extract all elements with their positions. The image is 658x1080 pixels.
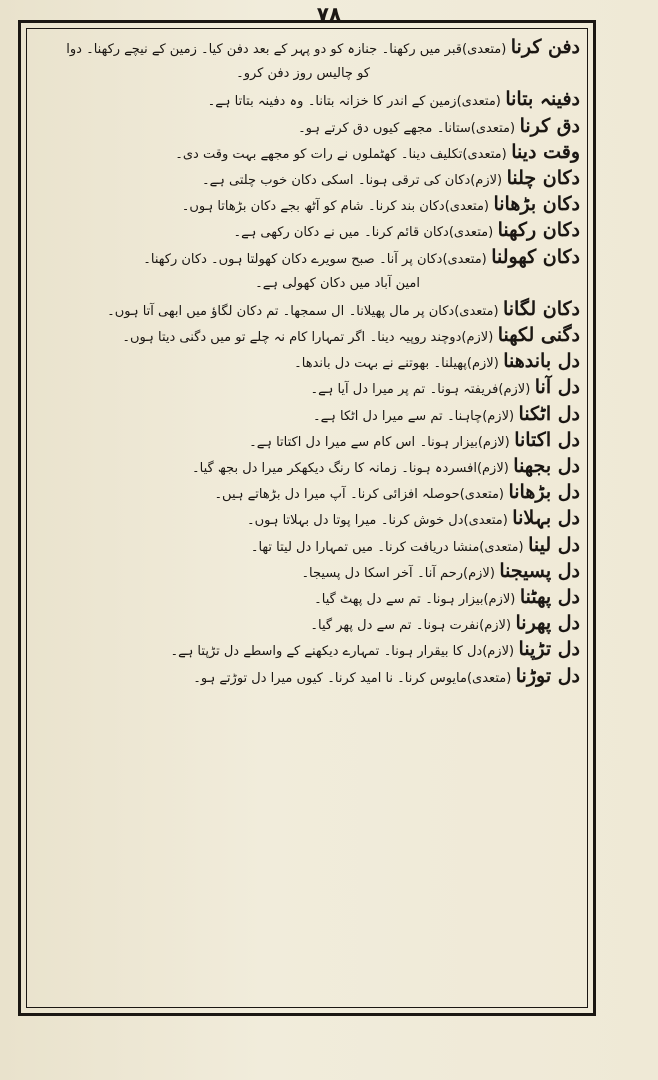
grammar-tag: (لازم): [477, 434, 510, 450]
list-item: [34, 296, 580, 322]
headword: دل آنا: [534, 376, 580, 399]
headword: دکان چلنا: [506, 166, 580, 189]
entries-list: [34, 34, 580, 1002]
gloss: بیزار ہونا۔: [419, 434, 478, 450]
example: صبح سویرے دکان کھولتا ہوں۔ دکان رکھنا۔: [143, 251, 375, 267]
example: کیوں میرا دل توڑتے ہو۔: [193, 670, 323, 686]
list-item: [34, 34, 580, 60]
list-item: [34, 610, 580, 636]
headword: دل اکتانا: [514, 428, 580, 451]
headword: دکان لگانا: [502, 297, 580, 320]
gloss: افسردہ ہونا۔: [401, 461, 477, 476]
grammar-tag: (لازم): [463, 565, 495, 581]
headword: دل پھرنا: [515, 612, 580, 635]
headword: دگنی لکھنا: [497, 324, 580, 347]
list-item: [34, 165, 580, 191]
list-item: [34, 505, 580, 531]
example: زمانہ کا رنگ دیکھکر میرا دل بجھ گیا۔: [192, 461, 397, 476]
grammar-tag: (متعدی): [454, 303, 499, 319]
example: تم سے دل پھٹ گیا۔: [314, 591, 421, 607]
grammar-tag: (لازم): [461, 330, 494, 346]
headword: دفن کرنا: [510, 36, 580, 58]
grammar-tag: (لازم): [483, 591, 516, 607]
grammar-tag: (لازم): [482, 644, 515, 660]
headword: دق کرنا: [519, 114, 580, 137]
grammar-tag: (لازم): [470, 172, 503, 188]
list-item: [34, 584, 580, 610]
gloss: مایوس کرنا۔ نا امید کرنا۔: [327, 670, 467, 686]
example: ال سمجھا۔ تم دکان لگاؤ میں ابھی آتا ہوں۔: [107, 303, 345, 319]
gloss: دکان بند کرنا۔: [368, 199, 445, 215]
gloss: دوچند روپیہ دینا۔: [369, 330, 462, 346]
gloss: دل کا بیقرار ہونا۔: [383, 644, 483, 660]
headword: دل اٹکنا: [518, 402, 580, 425]
grammar-tag: (متعدی): [470, 120, 516, 136]
example: اس کام سے میرا دل اکتاتا ہے۔: [249, 434, 416, 450]
headword: دکان کھولنا: [491, 245, 580, 268]
grammar-tag: (متعدی): [459, 487, 504, 503]
gloss: چاہنا۔: [447, 408, 483, 424]
list-item: [34, 60, 580, 86]
page-number: ۷۸: [316, 2, 342, 26]
list-item: [34, 86, 580, 112]
gloss: دکان پر مال پھیلانا۔: [348, 303, 455, 319]
headword: دل بڑھانا: [508, 481, 580, 504]
gloss: دکان قائم کرنا۔: [364, 225, 449, 241]
example: وہ دفینہ بتاتا ہے۔: [207, 94, 304, 110]
example: تم پر میرا دل آیا ہے۔: [310, 382, 426, 398]
example: مجھے کیوں دق کرتے ہو۔: [298, 120, 433, 136]
list-item: [34, 270, 580, 296]
headword: دل بہلانا: [512, 507, 580, 530]
grammar-tag: (لازم): [476, 461, 509, 476]
example: کو چالیس روز دفن کرو۔: [236, 66, 370, 82]
gloss: بیزار ہونا۔: [425, 591, 484, 607]
headword: دل تڑپنا: [518, 638, 580, 661]
example: تم سے دل پھر گیا۔: [310, 618, 412, 634]
grammar-tag: (متعدی): [462, 146, 507, 162]
grammar-tag: (متعدی): [442, 251, 487, 267]
headword: دل توڑنا: [515, 664, 580, 687]
headword: دل پھٹنا: [519, 585, 580, 608]
list-item: [34, 479, 580, 505]
list-item: [34, 191, 580, 217]
list-item: [34, 348, 580, 374]
gloss: پھیلنا۔: [433, 356, 467, 372]
grammar-tag: (متعدی): [448, 225, 494, 241]
headword: دکان بڑھانا: [493, 193, 580, 216]
gloss: فریفتہ ہونا۔: [429, 382, 499, 398]
list-item: [34, 427, 580, 453]
headword: دل لینا: [528, 533, 580, 556]
gloss: زمین کے اندر کا خزانہ بتانا۔: [307, 94, 457, 110]
gloss: تکلیف دینا۔: [400, 146, 463, 162]
headword: دل باندھنا: [503, 350, 580, 373]
grammar-tag: (لازم): [479, 618, 512, 634]
list-item: [34, 244, 580, 270]
gloss: نفرت ہونا۔: [415, 618, 480, 634]
list-item: [34, 401, 580, 427]
example: امین آباد میں دکان کھولی ہے۔: [255, 275, 420, 291]
list-item: [34, 453, 580, 479]
gloss: رحم آنا۔: [417, 565, 464, 581]
example: شام کو آٹھ بجے دکان بڑھاتا ہوں۔: [181, 199, 364, 215]
grammar-tag: (متعدی): [462, 42, 507, 57]
list-item: [34, 374, 580, 400]
gloss: دکان پر آنا۔: [379, 251, 443, 267]
list-item: [34, 113, 580, 139]
list-item: [34, 139, 580, 165]
list-item: [34, 322, 580, 348]
headword: دکان رکھنا: [497, 219, 580, 242]
headword: دل بجھنا: [513, 455, 580, 477]
example: بھوتنے نے بہت دل باندھا۔: [294, 356, 430, 372]
grammar-tag: (متعدی): [479, 539, 524, 555]
example: اسکی دکان خوب چلتی ہے۔: [202, 172, 354, 188]
list-item: [34, 532, 580, 558]
headword: دفینہ بتانا: [505, 88, 580, 111]
gloss: حوصلہ افزائی کرنا۔: [350, 487, 460, 503]
gloss: منشا دریافت کرنا۔: [377, 539, 480, 555]
grammar-tag: (متعدی): [466, 670, 512, 686]
grammar-tag: (لازم): [482, 408, 515, 424]
grammar-tag: (متعدی): [444, 199, 490, 215]
list-item: [34, 217, 580, 243]
example: تم سے میرا دل اٹکا ہے۔: [313, 408, 443, 424]
example: آپ میرا دل بڑھاتے ہیں۔: [214, 487, 346, 503]
headword: دل پسیجنا: [499, 559, 580, 582]
example: کھٹملوں نے رات کو مجھے بہت وقت دی۔: [175, 146, 397, 162]
gloss: ستانا۔: [436, 120, 471, 136]
grammar-tag: (متعدی): [456, 94, 501, 110]
example: میرا پوتا دل بہلاتا ہوں۔: [246, 513, 377, 529]
grammar-tag: (لازم): [498, 382, 531, 398]
list-item: [34, 663, 580, 689]
list-item: [34, 558, 580, 584]
example: جنازہ کو دو پہر کے بعد دفن کیا۔ زمین کے نیچے رکھنا۔ دوا: [66, 42, 378, 57]
list-item: [34, 636, 580, 662]
gloss: دل خوش کرنا۔: [380, 513, 464, 529]
example: تمہارے دیکھنے کے واسطے دل تڑپتا ہے۔: [170, 644, 380, 660]
gloss: قبر میں رکھنا۔: [381, 42, 462, 57]
grammar-tag: (لازم): [466, 356, 499, 372]
example: میں تمہارا دل لیتا تھا۔: [250, 539, 373, 555]
example: آخر اسکا دل پسیجا۔: [301, 565, 413, 581]
headword: وقت دینا: [511, 140, 580, 163]
grammar-tag: (متعدی): [463, 513, 508, 529]
example: اگر تمہارا کام نہ چلے تو میں دگنی دیتا ہوں۔: [122, 330, 366, 346]
example: میں نے دکان رکھی ہے۔: [233, 225, 360, 241]
gloss: دکان کی ترقی ہونا۔: [357, 172, 471, 188]
